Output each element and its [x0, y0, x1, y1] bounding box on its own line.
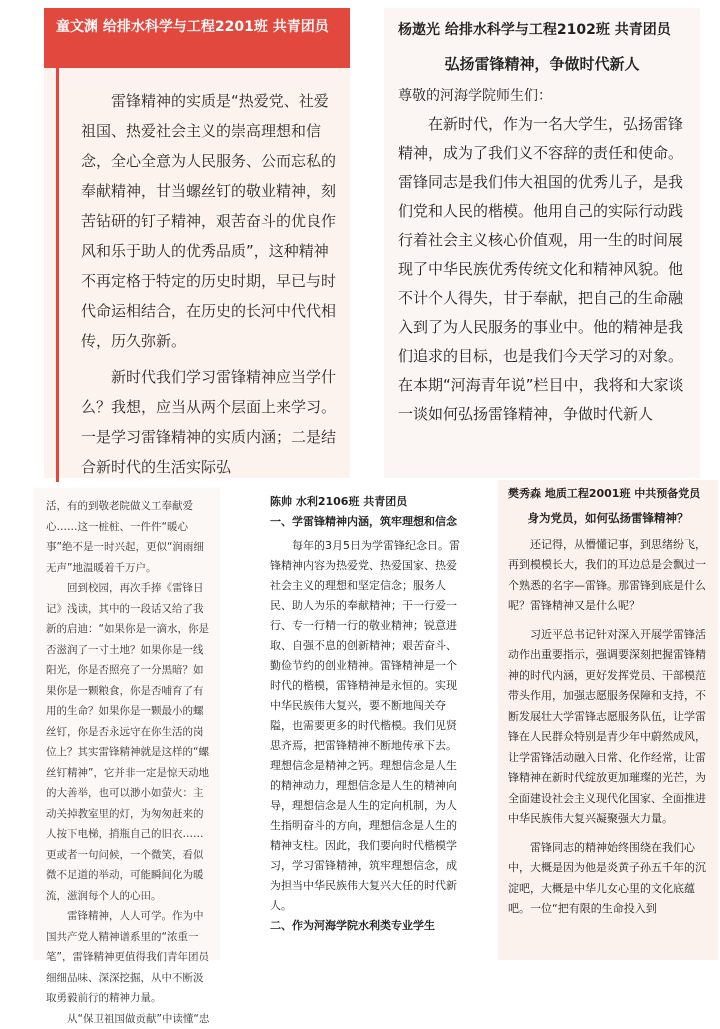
paragraph: 新时代我们学习雷锋精神应当学什么？我想，应当从两个层面上来学习。一是学习雷锋精神的实质内涵；二是结合新时代的生活实际弘 [81, 362, 336, 482]
essay-title: 弘扬雷锋精神，争做时代新人 [398, 48, 686, 80]
paragraph: 雷锋精神的实质是“热爱党、社爱祖国、热爱社会主义的崇高理想和信念，全心全意为人民服务、公而忘私的奉献精神，甘当螺丝钉的敬业精神，刻苦钻研的钉子精神，艰苦奋斗的优良作风和乐于助人的优秀品质”，这种精神不再定格于特定的历史时期，早已与时代命运相结合，在历史的长河中代代相传，历久弥新。 [81, 86, 336, 356]
paragraph: 回到校园，再次手捧《雷锋日记》浅读，其中的一段话又给了我新的启迪：“如果你是一滴水，你是否滋润了一寸土地？如果你是一线阳光，你是否照亮了一分黑暗？如果你是一颗粮食，你是否哺育了有用的生命？如果你是一颗最小的螺丝钉，你是否永远守在你生活的岗位上？其实雷锋精神就是这样的“螺丝钉精神”，它并非一定是惊天动地的大善举，也可以渺小如萤火：主动关掉教室里的灯，为匆匆赶来的人按下电梯，捎瓶自己的旧衣……更或者一句问候，一个微笑，看似微不足道的举动，可能瞬间化为暖流，滋润每个人的心田。 [46, 578, 210, 906]
paragraph: 每年的3月5日为学雷锋纪念日。雷锋精神内容为热爱党、热爱国家、热爱社会主义的理想和坚定信念；服务人民、助人为乐的奉献精神；干一行爱一行、专一行精一行的敬业精神；锐意进取、自强不息的创新精神；艰苦奋斗、勤俭节约的创业精神。雷锋精神是一个时代的楷模，雷锋精神是永恒的。实现中华民族伟大复兴，要不断地闯关夺隘，也需要更多的时代楷模。我们见贤思齐焉，把雷锋精神不断地传承下去。理想信念是精神之钙。理想信念是人生的精神动力，理想信念是人生的精神向导，理想信念是人生的定向机制，为人生指明奋斗的方向，理想信念是人生的精神支柱。因此，我们要向时代楷模学习，学习雷锋精神，筑牢理想信念，成为担当中华民族伟大复兴大任的时代新人。 [270, 536, 466, 916]
paragraph: 从“保卫祖国做贡献”中读懂“忠 [46, 1009, 210, 1029]
section-heading: 二、作为河海学院水利类专业学生 [270, 916, 466, 936]
essay-body [56, 68, 350, 482]
essay-card-3 [34, 488, 220, 960]
paragraph: 活，有的到敬老院做义工奉献爱心……这一桩桩、一件件“暖心事”绝不是一时兴起，更似“润雨细无声”地温暖着千万户。 [46, 496, 210, 578]
author-name: 杨遨光 给排水科学与工程2102班 共青团员 [398, 16, 686, 44]
paragraph: 雷锋同志的精神始终围绕在我们心中，大概是因为他是炎黄子孙五千年的沉淀吧，大概是中华儿女心里的文化底蕴吧。一位“把有限的生命投入到 [508, 838, 708, 920]
paragraph: 雷锋精神，人人可学。作为中国共产党人精神谱系里的“浓重一笔”，雷锋精神更值得我们青年团员细细品味、深深挖掘，从中不断汲取勇毅前行的精神力量。 [46, 906, 210, 1009]
essay-card-5 [498, 480, 718, 960]
paragraph: 还记得，从懵懂记事，到思绪纷飞，再到模模长大，我们的耳边总是会飘过一个熟悉的名字—雷锋。那雷锋到底是什么呢？雷锋精神又是什么呢？ [508, 535, 708, 617]
author-header: 童文渊 给排水科学与工程2201班 共青团员 [44, 8, 350, 68]
author-name: 陈帅 水利2106班 共青团员 [270, 492, 466, 512]
essay-card-1 [44, 8, 350, 478]
section-heading: 一、学雷锋精神内涵，筑牢理想和信念 [270, 512, 466, 532]
essay-title: 身为党员，如何弘扬雷锋精神？ [508, 508, 708, 529]
author-name: 樊秀森 地质工程2001班 中共预备党员 [508, 484, 708, 504]
paragraph: 习近平总书记针对深入开展学雷锋活动作出重要指示，强调要深刻把握雷锋精神的时代内涵，更好发挥党员、干部模范带头作用，加强志愿服务保障和支持，不断发展壮大学雷锋志愿服务队伍，让学雷锋在人民群众特别是青少年中蔚然成风，让学雷锋活动融入日常、化作经常，让雷锋精神在新时代绽放更加璀璨的光芒，为全面建设社会主义现代化国家、全面推进中华民族伟大复兴凝聚强大力量。 [508, 625, 708, 830]
essay-card-2 [384, 8, 700, 478]
essay-card-4 [264, 486, 472, 960]
paragraph: 在新时代，作为一名大学生，弘扬雷锋精神，成为了我们义不容辞的责任和使命。雷锋同志是我们伟大祖国的优秀儿子，是我们党和人民的楷模。他用自己的实际行动践行着社会主义核心价值观，用一生的时间展现了中华民族优秀传统文化和精神风貌。他不计个人得失，甘于奉献，把自己的生命融入到了为人民服务的事业中。他的精神是我们追求的目标，也是我们今天学习的对象。在本期“河海青年说”栏目中，我将和大家谈一谈如何弘扬雷锋精神，争做时代新人 [398, 110, 686, 429]
greeting: 尊敬的河海学院师生们： [398, 82, 686, 110]
